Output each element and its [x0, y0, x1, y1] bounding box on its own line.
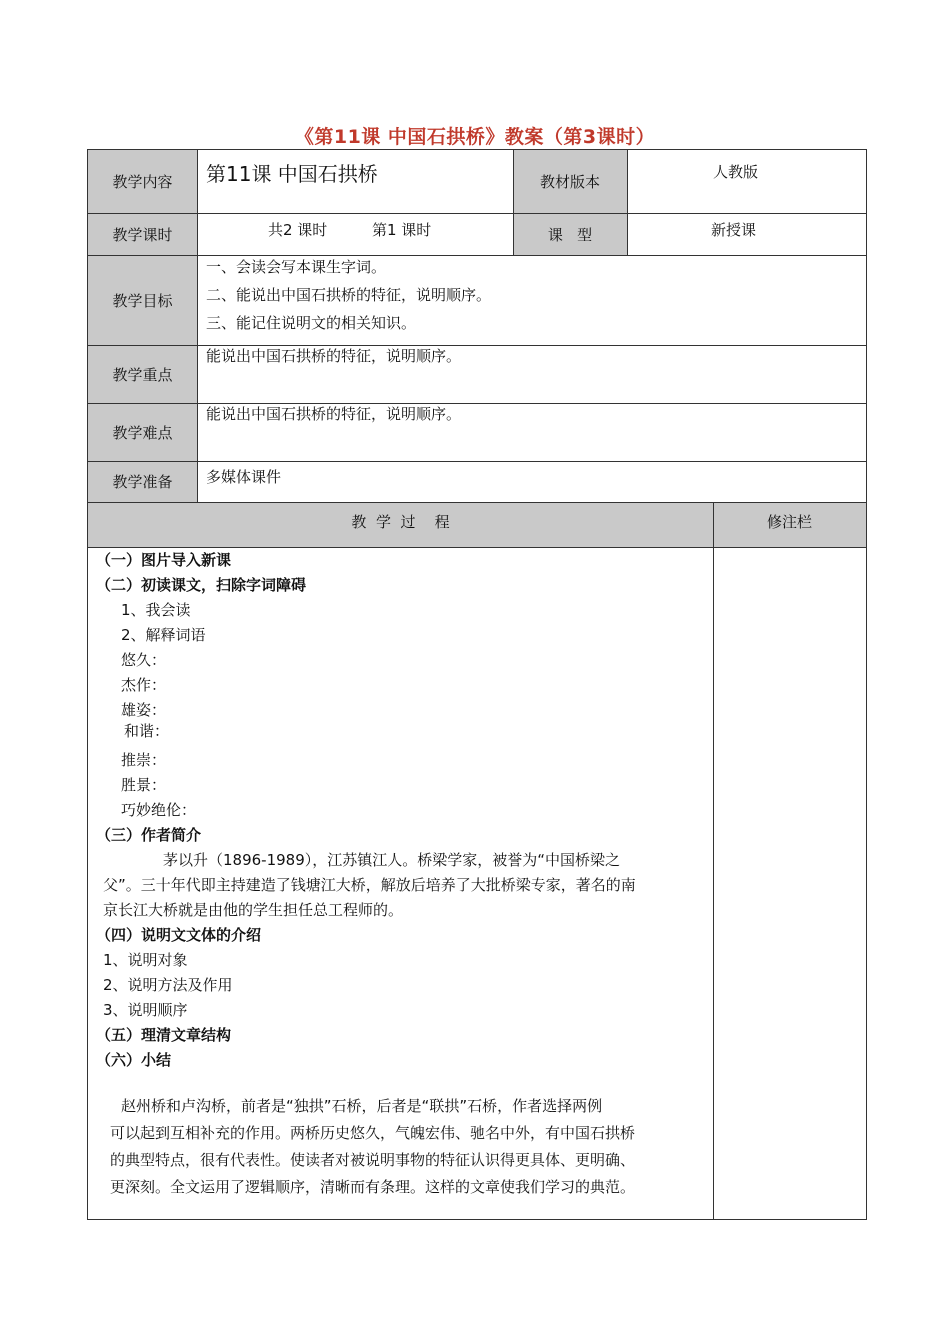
word-2: 杰作：: [121, 676, 167, 694]
difficulty-value: 能说出中国石拱桥的特征，说明顺序。: [206, 405, 462, 423]
period-label: 教学课时: [112, 225, 173, 244]
type-value: 新授课: [711, 221, 757, 239]
s4-item-1: 1、说明对象: [103, 951, 188, 969]
goals-label: 教学目标: [112, 291, 173, 310]
author-line-1: 茅以升（1896-1989），江苏镇江人。桥梁学家，被誉为“中国桥梁之: [163, 851, 621, 869]
s2-item-1: 1、我会读: [121, 601, 191, 619]
goal-1: 一、会读会写本课生字词。: [206, 258, 387, 276]
author-line-2: 父”。三十年代即主持建造了钱塘江大桥，解放后培养了大批桥梁专家，著名的南: [103, 876, 636, 894]
section-3: （三）作者简介: [96, 826, 202, 844]
content-value: 第11课 中国石拱桥: [206, 162, 378, 186]
key-value: 能说出中国石拱桥的特征，说明顺序。: [206, 347, 462, 365]
section-4: （四）说明文文体的介绍: [96, 926, 262, 944]
lesson-plan-table: [87, 149, 867, 1220]
summary-line-4: 更深刻。全文运用了逻辑顺序，清晰而有条理。这样的文章使我们学习的典范。: [110, 1178, 636, 1196]
word-3: 雄姿：: [121, 701, 167, 719]
edition-value: 人教版: [713, 163, 759, 181]
edition-label: 教材版本: [539, 173, 600, 191]
key-label: 教学重点: [112, 365, 173, 384]
section-5: （五）理清文章结构: [96, 1026, 232, 1044]
page-title: 《第11课 中国石拱桥》教案（第3课时）: [294, 126, 656, 148]
prep-value: 多媒体课件: [206, 468, 282, 486]
section-6: （六）小结: [96, 1051, 172, 1069]
summary-line-1: 赵州桥和卢沟桥，前者是“独拱”石桥，后者是“联拱”石桥，作者选择两例: [121, 1097, 603, 1115]
word-4: 和谐：: [124, 722, 170, 740]
goal-3: 三、能记住说明文的相关知识。: [206, 314, 417, 332]
word-6: 胜景：: [121, 776, 167, 794]
type-label: 课 型: [547, 225, 593, 244]
process-label: 教 学 过 程: [351, 512, 450, 531]
s4-item-3: 3、说明顺序: [103, 1001, 188, 1019]
word-7: 巧妙绝伦：: [121, 801, 197, 819]
notes-label: 修注栏: [766, 512, 812, 531]
author-line-3: 京长江大桥就是由他的学生担任总工程师的。: [103, 901, 404, 919]
period-current: 第1 课时: [372, 221, 432, 239]
section-2: （二）初读课文，扫除字词障碍: [96, 576, 307, 594]
difficulty-label: 教学难点: [112, 423, 173, 442]
s4-item-2: 2、说明方法及作用: [103, 976, 233, 994]
word-5: 推崇：: [121, 751, 167, 769]
goal-2: 二、能说出中国石拱桥的特征，说明顺序。: [206, 286, 492, 304]
content-label: 教学内容: [112, 173, 173, 191]
period-total: 共2 课时: [268, 221, 328, 239]
section-1: （一）图片导入新课: [96, 551, 232, 569]
word-1: 悠久：: [121, 651, 167, 669]
s2-item-2: 2、解释词语: [121, 626, 206, 644]
summary-line-3: 的典型特点，很有代表性。使读者对被说明事物的特征认识得更具体、更明确、: [110, 1151, 636, 1169]
prep-label: 教学准备: [112, 473, 173, 491]
summary-line-2: 可以起到互相补充的作用。两桥历史悠久，气魄宏伟、驰名中外，有中国石拱桥: [110, 1124, 636, 1142]
